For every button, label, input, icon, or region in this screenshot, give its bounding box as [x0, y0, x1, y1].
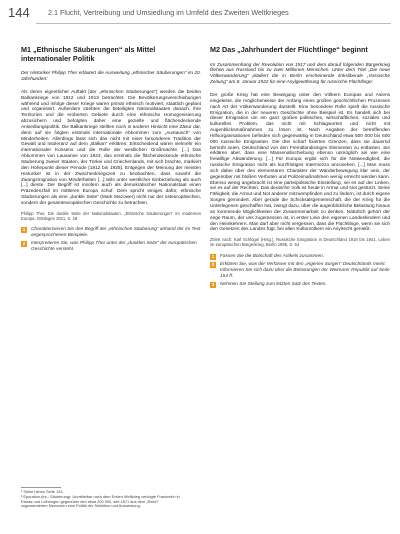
m2-intro: Im Zusammenhang der Revolution von 1917 und dem darauf folgenden Bürgerkrieg fliehen aus Russland bis zu zwei Millionen Menschen. Unter dem Titel „Die neue Völkerwanderung“ plädiert die in Berlin erscheinende linksliberale „Vossische Zeitung“ am 8. Januar 1922 für eine Asylgewährung für russische Flüchtlinge:: [210, 62, 390, 86]
task-text: Charakterisieren Sie den Begriff der „ethnischen Säuberung“ anhand der im Text angesprochenen Beispiele.: [31, 227, 201, 238]
m2-task: [210, 254, 390, 260]
m2-task: [210, 262, 390, 280]
footnote: ² Épuration (frz.: Säuberung): Unmittelbar nach dem Ersten Weltkrieg verfolgte Frankreich in Elsass und Lothringen gegenüber den etwa 200 000, seit 1871 aus dem „Reich“ zugewanderten Menschen eine Politik der Selektion und Ausweisung.: [21, 493, 180, 509]
header-divider: [36, 23, 391, 24]
m1-heading: [21, 46, 201, 63]
m1-label: M1: [21, 45, 31, 54]
task-number-badge: 1: [22, 227, 26, 233]
task-text: Fassen Sie die Botschaft des Artikels zusammen.: [220, 253, 325, 259]
m1-source: Philipp Ther, Die dunkle Seite der Nationalstaaten. „Ethnische Säuberungen“ im modernen Europa, Göttingen 2011, S. 18: [21, 210, 201, 221]
m1-task: [21, 241, 201, 253]
footnote: ¹ Siehe hierzu Seite 143.: [21, 488, 64, 494]
m1-column: [21, 46, 201, 255]
m1-intro: Der Historiker Philipp Ther erläutert die Ausweitung „ethnischer Säuberungen“ im 20. Jahrhundert:: [21, 71, 201, 83]
task-number-badge: 3: [211, 282, 215, 288]
task-number-badge: 1: [211, 253, 215, 259]
task-text: Nehmen Sie Stellung zum letzten Satz des Textes.: [220, 281, 327, 287]
m2-label: M2: [210, 45, 220, 54]
task-number-badge: 2: [22, 241, 26, 247]
m1-paragraph: Als deren eigentlicher Auftakt [der „ethnischen Säuberungen“] werden die beiden Balkankriege von 1912 und 1913 betrachtet. Die Bevölkerungsverschiebungen während und infolge dieser Kriege waren primär ethnisch motiviert, staatlich geplant und organisiert. Außerdem strebten die beteiligten Nationalstaaten danach, ihre Territorien und die eroberten Gebiete durch eine ethnische Homogenisierung abzusichern und befolgten daher eine gezielte und flächendeckende Ansiedlungspolitik. Die Balkankriege stellten noch in anderer Hinsicht eine Zäsur dar, denn auf sie folgten erstmals internationale Abkommen zum „Austausch“ von Minderheiten. Allerdings lässt sich das nicht mit einer besonderen Tradition der Gewalt und Intoleranz auf dem „Balkan“ erklären. Entscheidend waren vielmehr ein internationaler Konsens und die Rolle der westlichen Großmächte. [...] Das Abkommen von Lausanne von 1923, das erstmals die flächendeckende ethnische Säuberung zweier Staaten, der Türkei und Griechenlands, mit sich brachte, markiert den Höhepunkt dieser Periode [1912 bis 1925]. Entgegen der Meinung der meisten Historiker ist in der Zwischenkriegszeit zu beobachten, dass sowohl die Zwangsmigration von Minderheiten [...] teils unter westlicher Einbeziehung als auch [...] diente. Der Begriff ist insofern auch als demokratischer Nationalstaat einen Präzedenzfall im mittleren Europa schuf. Dem spricht einiges dafür, ethnische Säuberungen als eine „dunkle Seite“ (Mark Mazower) nicht nur der osteuropäischen, sondern der gesamteuropäischen Geschichte zu betrachten.: [21, 89, 201, 206]
m1-task: [21, 227, 201, 239]
m2-paragraph: Der große Krieg hat eine Bewegung unter den Völkern Europas und Asiens eingeleitet, die möglicherweise der Anfang eines großen geschichtlichen Prozesses nach Art der Völkerwanderung darstellt. Eine besondere Rolle spielt die russische Emigration, die in der neueren Geschichte ohne Beispiel ist. Es handelt sich bei dieser Emigration um ein ganz großes politisches, wirtschaftliches, soziales und kulturelles Problem, das nicht mit Schlagworten und nicht mit Augenblicksmaßnahmen zu lösen ist. Nach Angaben der betreffenden Hilfsorganisationen befinden sich gegenwärtig in Deutschland etwa 500 000 bis 600 000 russische Emigranten. Die drei scharf fixierten Grenzen, dass sie dauernd bemüht seien, Deutschland von den Fremdlandisingen Elementen zu entlasten. Sie erklären aber, dass eine Massenabschiebung ebenso unmöglich sei wie eine freiwillige Abwanderung. [...] Für Europa ergibt sich für die Notwendigkeit, die russische Emigration nicht als kurzfristiges Intermezzo anzusehen. [...] Man muss sich dabei über den elementaren Charakter der Wanderbewegung klar sein, der gegenüber mit bloßen Verboten und Polizeimaßnahmen wenig erreicht werden kann. Ebenso wenig angebracht ist eine parteipolitische Einstellung, sei es auf der Linken, sei es auf der Rechten. Das deutsche Volk ist heute in Armut und Not gestürzt. Seine Fähigkeit, die Armut und Not anderer mitzuempfinden und zu lindern, ist durch eigene Sorgen gemindert. Aber gerade die Schicksalsgemeinschaft, die der Krieg für die Unterlegenen geschaffen hat, zwingt dazu, über die augenblickliche Belastung hinaus an kommende Möglichkeiten der Zusammenarbeit zu denken. Natürlich gehört der enge Raum, der uns zugemessen ist, in erster Linie den eigenen Landeskindern und den Heimkehrern. Man darf aber nicht vergessen, dass die Flüchtlinge, wenn sie sich den Gesetzen des Landes fügt, bei allen Kulturvölkern ein Asylrecht genießt.: [210, 92, 391, 233]
task-number-badge: 2: [211, 262, 215, 268]
m2-tasks: [210, 254, 390, 289]
task-text: Interpretieren Sie, was Philipp Ther unter der „dunklen Seite“ der europäischen Geschichte versteht.: [31, 241, 197, 252]
footnote-divider: [21, 487, 61, 488]
page-header: [0, 0, 400, 28]
page-number: 144: [8, 5, 30, 20]
section-title: 2.1 Flucht, Vertreibung und Umsiedlung im Umfeld des Zweiten Weltkrieges: [48, 8, 289, 17]
m2-heading: [210, 46, 390, 55]
footnotes: [21, 487, 186, 509]
m2-title: Das „Jahrhundert der Flüchtlinge“ beginnt: [222, 45, 368, 54]
task-text: Erklären Sie, was der Verfasser mit den „eigenen Sorgen“ Deutschlands meint. Informieren Sie sich dazu über die Belastungen der Weimarer Republik auf Seite 154 ff.: [220, 262, 390, 279]
m1-title: „Ethnische Säuberungen“ als Mittel internationaler Politik: [21, 45, 156, 63]
m2-task: [210, 282, 390, 288]
m2-column: [210, 46, 390, 290]
m2-source: Zitiert nach: Karl Schlögel (Hrsg.), Russische Emigration in Deutschland 1918 bis 1941. Leben im europäischen Bürgerkrieg, Berlin 1995, S. 54: [210, 237, 390, 248]
m1-tasks: [21, 227, 201, 253]
